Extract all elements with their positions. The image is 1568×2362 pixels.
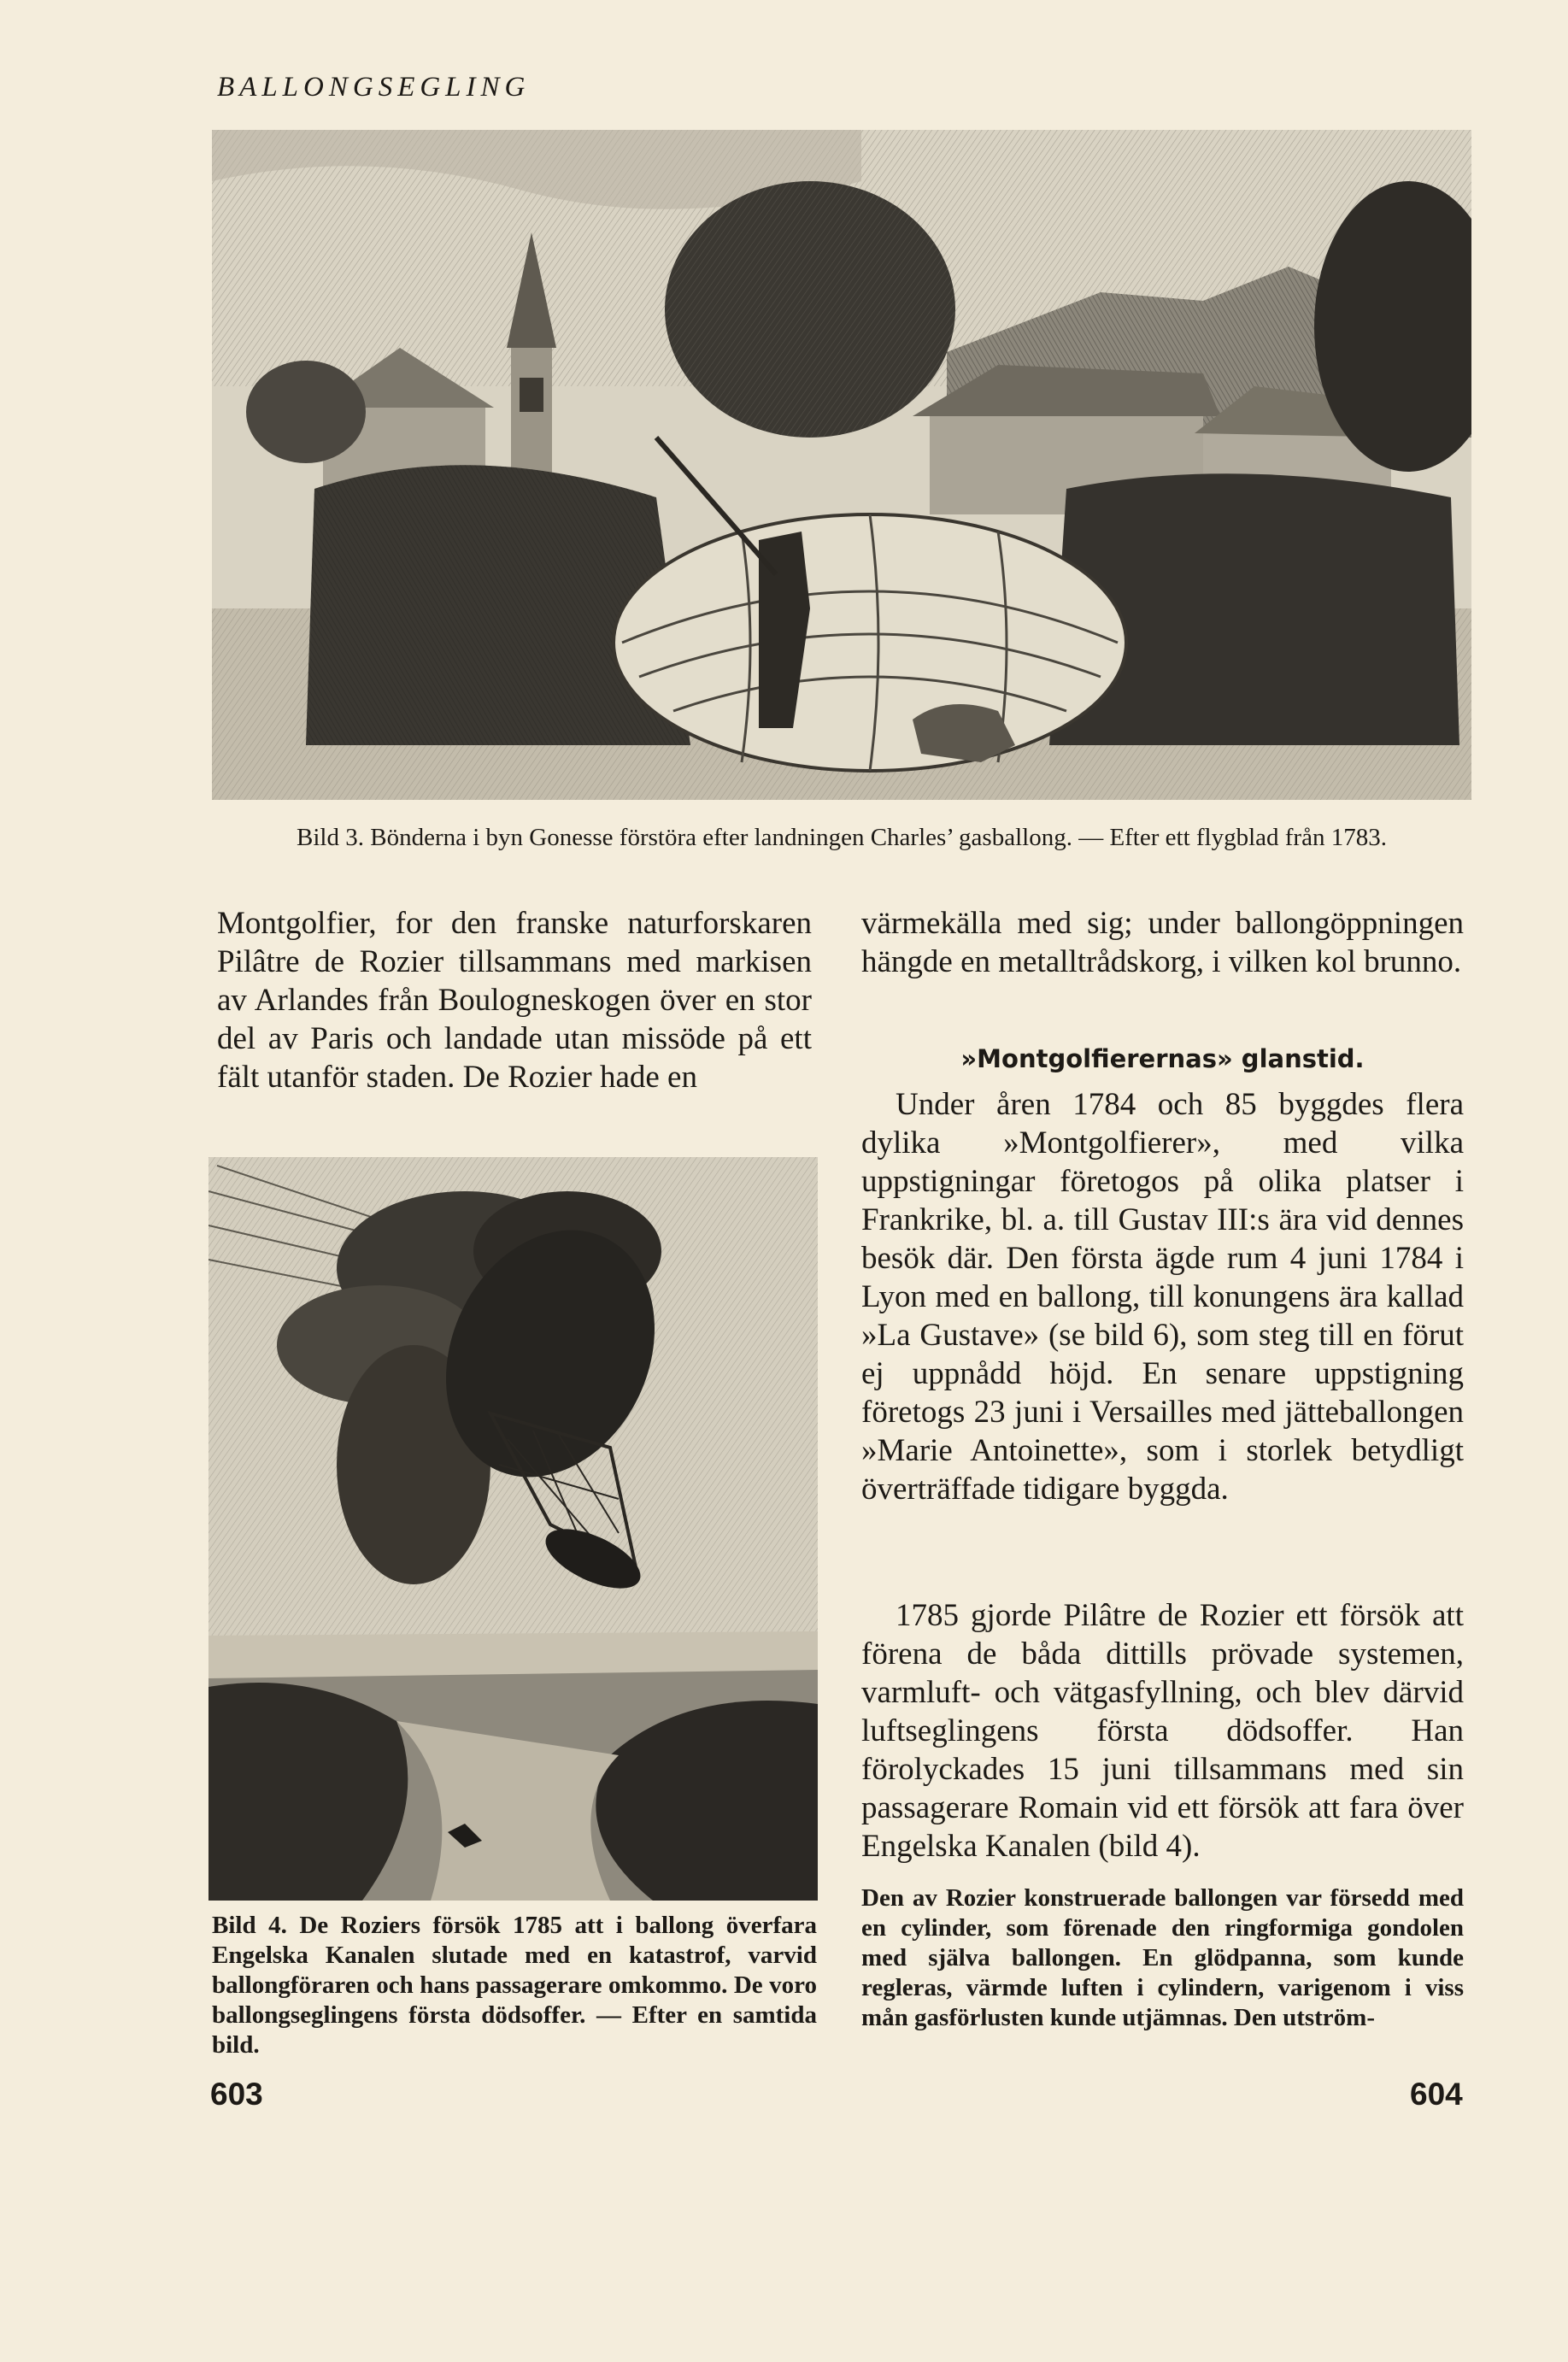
figure-4-caption: Bild 4. De Roziers försök 1785 att i ballong överfara Engelska Kanalen slutade med en katastrof, varvid ballongföraren och hans passagerare omkommo. De voro ballongseglingens första dödsoffer. — Efter en samtida bild. — [212, 1912, 817, 2059]
right-column-continuation: värmekälla med sig; under ballongöppningen hängde en metalltrådskorg, i vilken kol brunno. — [861, 906, 1464, 979]
small-print-note: Den av Rozier konstruerade ballongen var försedd med en cylinder, som förenade den ringformiga gondolen med själva ballongen. En glödpanna, som kunde regleras, värmde luften i cylindern, varigenom i viss mån gasförlusten kunde utjämnas. Den utström- — [861, 1884, 1464, 2031]
right-column-paragraph-2: 1785 gjorde Pilâtre de Rozier ett försök att förena de båda dittills prövade systemen, varmluft- och vätgasfyllning, och blev därvid luftseglingens första dödsoffer. Han förolyckades 15 juni tillsammans med sin passagerare Romain vid ett försök att fara över Engelska Kanalen (bild 4). — [861, 1598, 1464, 1864]
figure-4-illustration — [208, 1157, 818, 1901]
figure-3-caption: Bild 3. Bönderna i byn Gonesse förstöra efter landningen Charles’ gasballong. — Efter ett flygblad från 1783. — [297, 824, 1387, 851]
figure-3-illustration — [212, 130, 1471, 800]
left-column-paragraph: Montgolfier, for den franske naturforskaren Pilâtre de Rozier tillsammans med markisen av Arlandes från Boulogneskogen över en stor del av Paris och landade utan missöde på ett fält utanför staden. De Rozier hade en — [217, 906, 812, 1095]
right-column-paragraph-1: Under åren 1784 och 85 byggdes flera dylika »Montgolfierer», med vilka uppstigningar företogos på olika platser i Frankrike, bl. a. till Gustav III:s ära vid dennes besök där. Den första ägde rum 4 juni 1784 i Lyon med en ballong, till konungens ära kallad »La Gustave» (se bild 6), som steg till en förut ej uppnådd höjd. En senare uppstigning företogs 23 juni i Versailles med jätteballongen »Marie Antoinette», som i storlek betydligt överträffade tidigare byggda. — [861, 1087, 1464, 1507]
figure-4-engraving — [208, 1157, 818, 1901]
section-subheading: »Montgolfierernas» glanstid. — [960, 1044, 1365, 1073]
figure-3-engraving — [212, 130, 1471, 800]
running-head: BALLONGSEGLING — [217, 72, 531, 103]
page-number-left: 603 — [210, 2077, 263, 2112]
page-number-right: 604 — [1410, 2077, 1463, 2112]
